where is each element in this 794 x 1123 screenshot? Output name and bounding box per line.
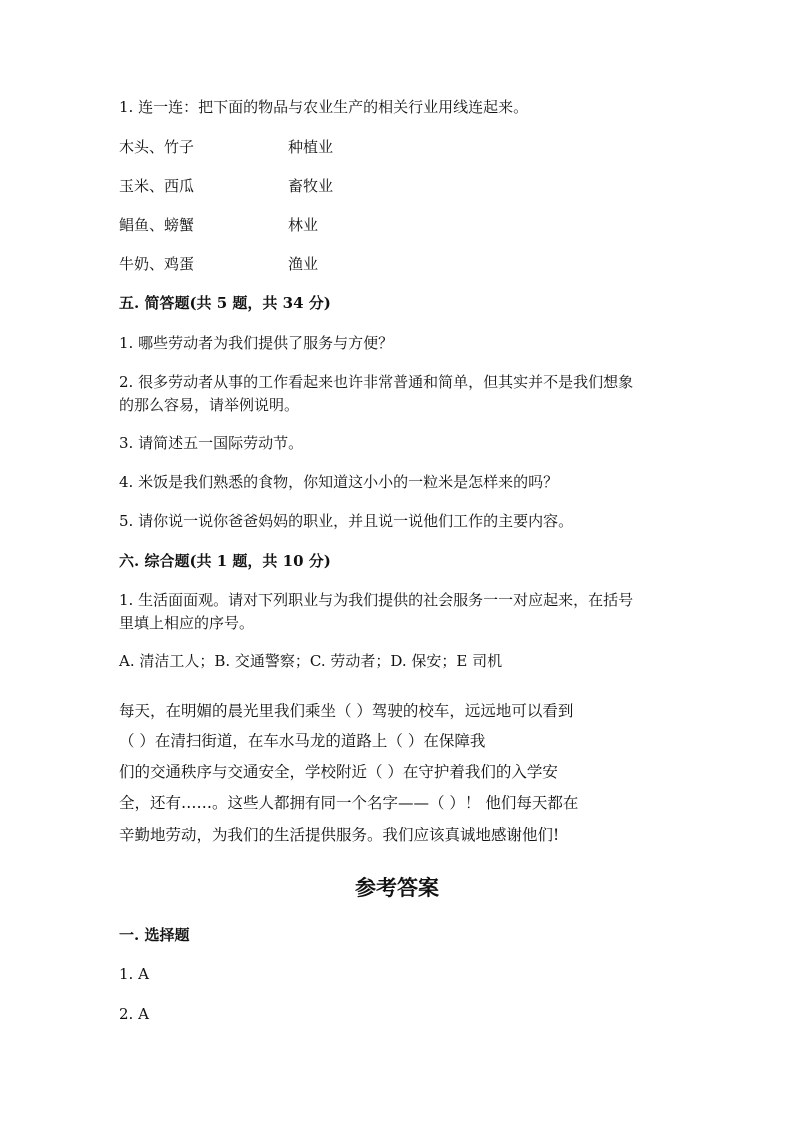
- section6-heading: 六. 综合题(共 1 题，共 10 分): [119, 552, 331, 570]
- section5-question: 3. 请简述五一国际劳动节。: [119, 434, 304, 452]
- section6-question-cont: 里填上相应的序号。: [119, 614, 255, 632]
- section5-question-cont: 的那么容易，请举例说明。: [119, 396, 300, 414]
- answer-item: 2. A: [119, 1005, 149, 1023]
- matching-right-item: 林业: [288, 216, 319, 234]
- matching-question: 1. 连一连：把下面的物品与农业生产的相关行业用线连起来。: [119, 98, 529, 116]
- matching-right-item: 种植业: [288, 138, 334, 156]
- matching-left-item: 玉米、西瓜: [119, 177, 195, 195]
- matching-left-item: 牛奶、鸡蛋: [119, 255, 195, 273]
- passage-line: 每天，在明媚的晨光里我们乘坐（ ）驾驶的校车，远远地可以看到: [119, 702, 574, 720]
- section6-question: 1. 生活面面观。请对下列职业与为我们提供的社会服务一一对应起来，在括号: [119, 591, 634, 609]
- answers-section-heading: 一. 选择题: [119, 926, 190, 944]
- section5-question: 2. 很多劳动者从事的工作看起来也许非常普通和简单，但其实并不是我们想象: [119, 373, 634, 391]
- passage-line: （ ）在清扫街道，在车水马龙的道路上（ ）在保障我: [119, 732, 486, 750]
- section5-heading: 五. 简答题(共 5 题，共 34 分): [119, 294, 331, 312]
- answers-title: 参考答案: [355, 875, 439, 900]
- answer-item: 1. A: [119, 965, 149, 983]
- passage-line: 们的交通秩序与交通安全，学校附近（ ）在守护着我们的入学安: [119, 763, 558, 781]
- passage-line: 辛勤地劳动，为我们的生活提供服务。我们应该真诚地感谢他们!: [119, 826, 560, 844]
- section6-options: A. 清洁工人；B. 交通警察；C. 劳动者；D. 保安；E 司机: [119, 652, 503, 670]
- matching-right-item: 畜牧业: [288, 177, 334, 195]
- matching-right-item: 渔业: [288, 255, 319, 273]
- section5-question: 5. 请你说一说你爸爸妈妈的职业，并且说一说他们工作的主要内容。: [119, 512, 574, 530]
- passage-line: 全，还有……。这些人都拥有同一个名字——（ ）！ 他们每天都在: [119, 794, 579, 812]
- section5-question: 1. 哪些劳动者为我们提供了服务与方便？: [119, 334, 394, 352]
- matching-left-item: 鲳鱼、螃蟹: [119, 216, 195, 234]
- matching-left-item: 木头、竹子: [119, 138, 195, 156]
- section5-question: 4. 米饭是我们熟悉的食物，你知道这小小的一粒米是怎样来的吗？: [119, 473, 559, 491]
